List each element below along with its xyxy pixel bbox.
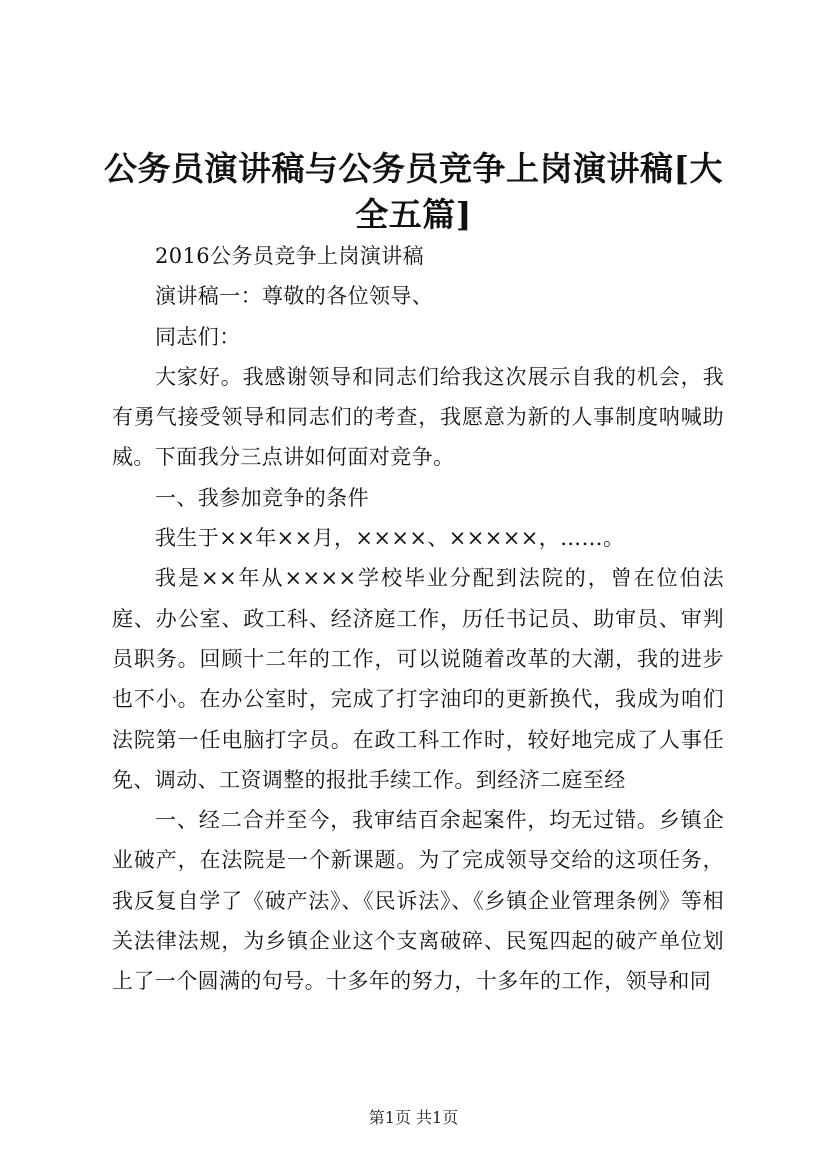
paragraph-salutation-2: 同志们：: [155, 324, 241, 349]
document-body: [112, 236, 724, 1002]
paragraph-subtitle: 2016公务员竞争上岗演讲稿: [155, 244, 425, 268]
paragraph-salutation-1: 演讲稿一：尊敬的各位领导、: [155, 284, 434, 309]
page-number-footer: 第1页 共1页: [368, 1108, 459, 1127]
document-title: 公务员演讲稿与公务员竞争上岗演讲稿[大全五篇]: [103, 149, 724, 234]
paragraph-career: 我是××年从××××学校毕业分配到法院的，曾在位伯法庭、办公室、政工科、经济庭工作，历任书记员、助审员、审判员职务。回顾十二年的工作，可以说随着改革的大潮，我的进步也不小。在办公室时，完成了打字油印的更新换代，我成为咱们法院第一任电脑打字员。在政工科工作时，较好地完成了人事任免、调动、工资调整的报批手续工作。到经济二庭至经: [112, 566, 724, 792]
paragraph-birth: 我生于××年××月，××××、×××××，……。: [155, 526, 625, 551]
paragraph-achievements: 一、经二合并至今，我审结百余起案件，均无过错。乡镇企业破产，在法院是一个新课题。为了完成领导交给的这项任务，我反复自学了《破产法》、《民诉法》、《乡镇企业管理条例》等相关法律法规，为乡镇企业这个支离破碎、民冤四起的破产单位划上了一个圆满的句号。十多年的努力，十多年的工作，领导和同: [112, 808, 724, 994]
paragraph-greeting: 大家好。我感谢领导和同志们给我这次展示自我的机会，我有勇气接受领导和同志们的考查，我愿意为新的人事制度呐喊助威。下面我分三点讲如何面对竞争。: [112, 364, 724, 470]
paragraph-section-heading: 一、我参加竞争的条件: [155, 485, 369, 510]
